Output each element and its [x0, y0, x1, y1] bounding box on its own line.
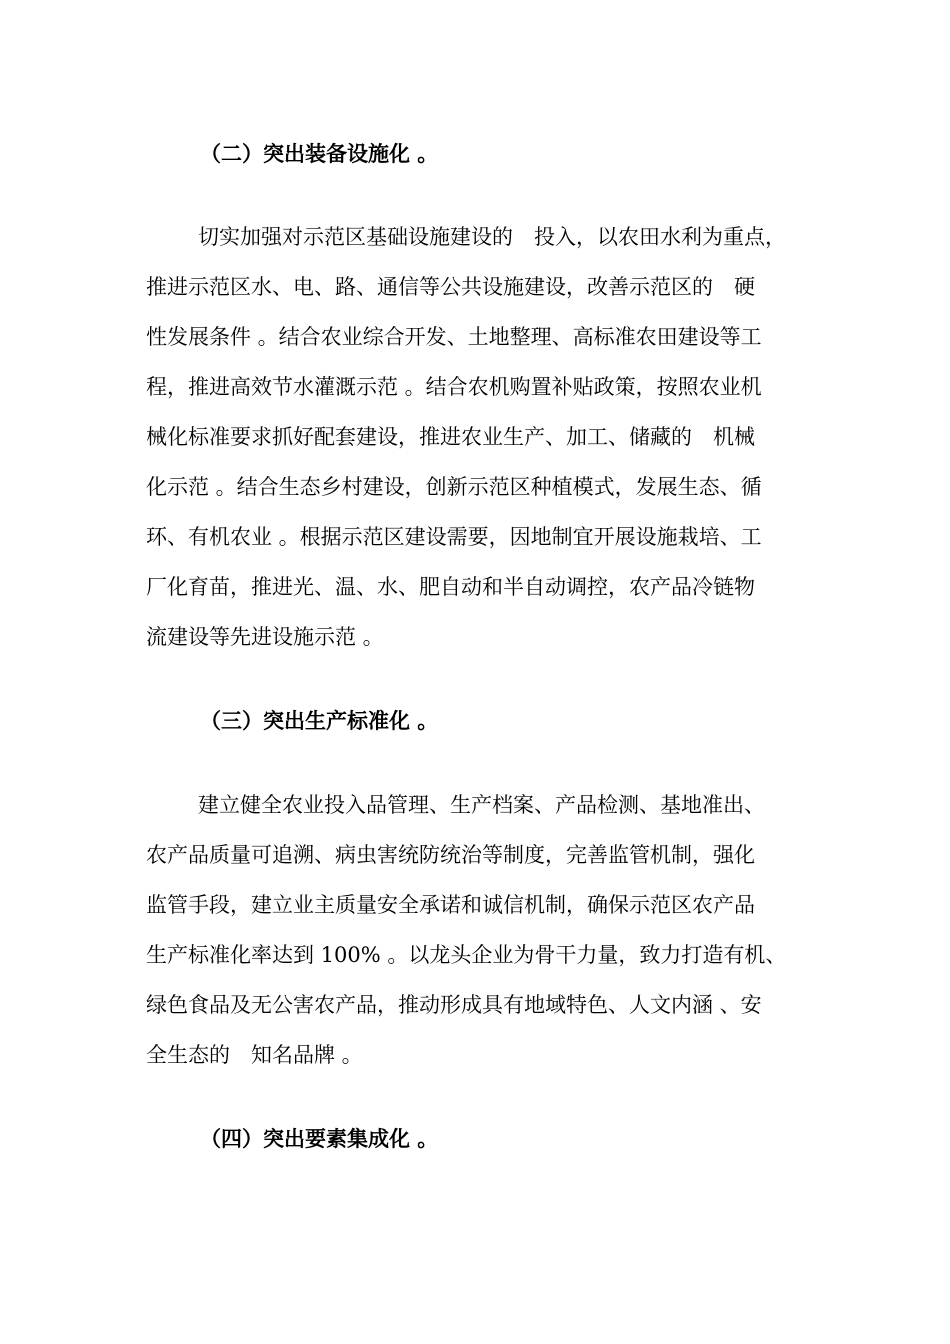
paragraph-line: 生产标准化率达到 100% 。以龙头企业为骨干力量，致力打造有机、 — [146, 943, 787, 967]
paragraph-line: 流建设等先进设施示范 。 — [146, 625, 384, 649]
section-heading-integration: （四）突出要素集成化 。 — [200, 1126, 439, 1151]
paragraph-line: 监管手段，建立业主质量安全承诺和诚信机制，确保示范区农产品 — [146, 893, 755, 917]
paragraph-line: 程，推进高效节水灌溉示范 。结合农机购置补贴政策，按照农业机 — [146, 375, 762, 399]
section-heading-equipment: （二）突出装备设施化 。 — [200, 141, 439, 166]
paragraph-line: 环、有机农业 。根据示范区建设需要，因地制宜开展设施栽培、工 — [146, 525, 762, 549]
paragraph-line: 推进示范区水、电、路、通信等公共设施建设，改善示范区的 硬 — [146, 275, 755, 299]
section-heading-standardization: （三）突出生产标准化 。 — [200, 708, 439, 733]
paragraph-line: 性发展条件 。结合农业综合开发、土地整理、高标准农田建设等工 — [146, 325, 762, 349]
paragraph-line: 建立健全农业投入品管理、生产档案、产品检测、基地准出、 — [198, 793, 765, 817]
paragraph-standardization — [146, 791, 826, 1091]
paragraph-line: 化示范 。结合生态乡村建设，创新示范区种植模式，发展生态、循 — [146, 475, 762, 499]
paragraph-line: 绿色食品及无公害农产品，推动形成具有地域特色、人文内涵 、安 — [146, 993, 762, 1017]
paragraph-line: 全生态的 知名品牌 。 — [146, 1043, 363, 1067]
paragraph-line: 农产品质量可追溯、病虫害统防统治等制度，完善监管机制，强化 — [146, 843, 755, 867]
paragraph-line: 切实加强对示范区基础设施建设的 投入，以农田水利为重点， — [198, 225, 786, 249]
paragraph-line: 厂化育苗，推进光、温、水、肥自动和半自动调控，农产品冷链物 — [146, 575, 755, 599]
paragraph-equipment — [146, 223, 826, 673]
paragraph-line: 械化标准要求抓好配套建设，推进农业生产、加工、储藏的 机械 — [146, 425, 755, 449]
